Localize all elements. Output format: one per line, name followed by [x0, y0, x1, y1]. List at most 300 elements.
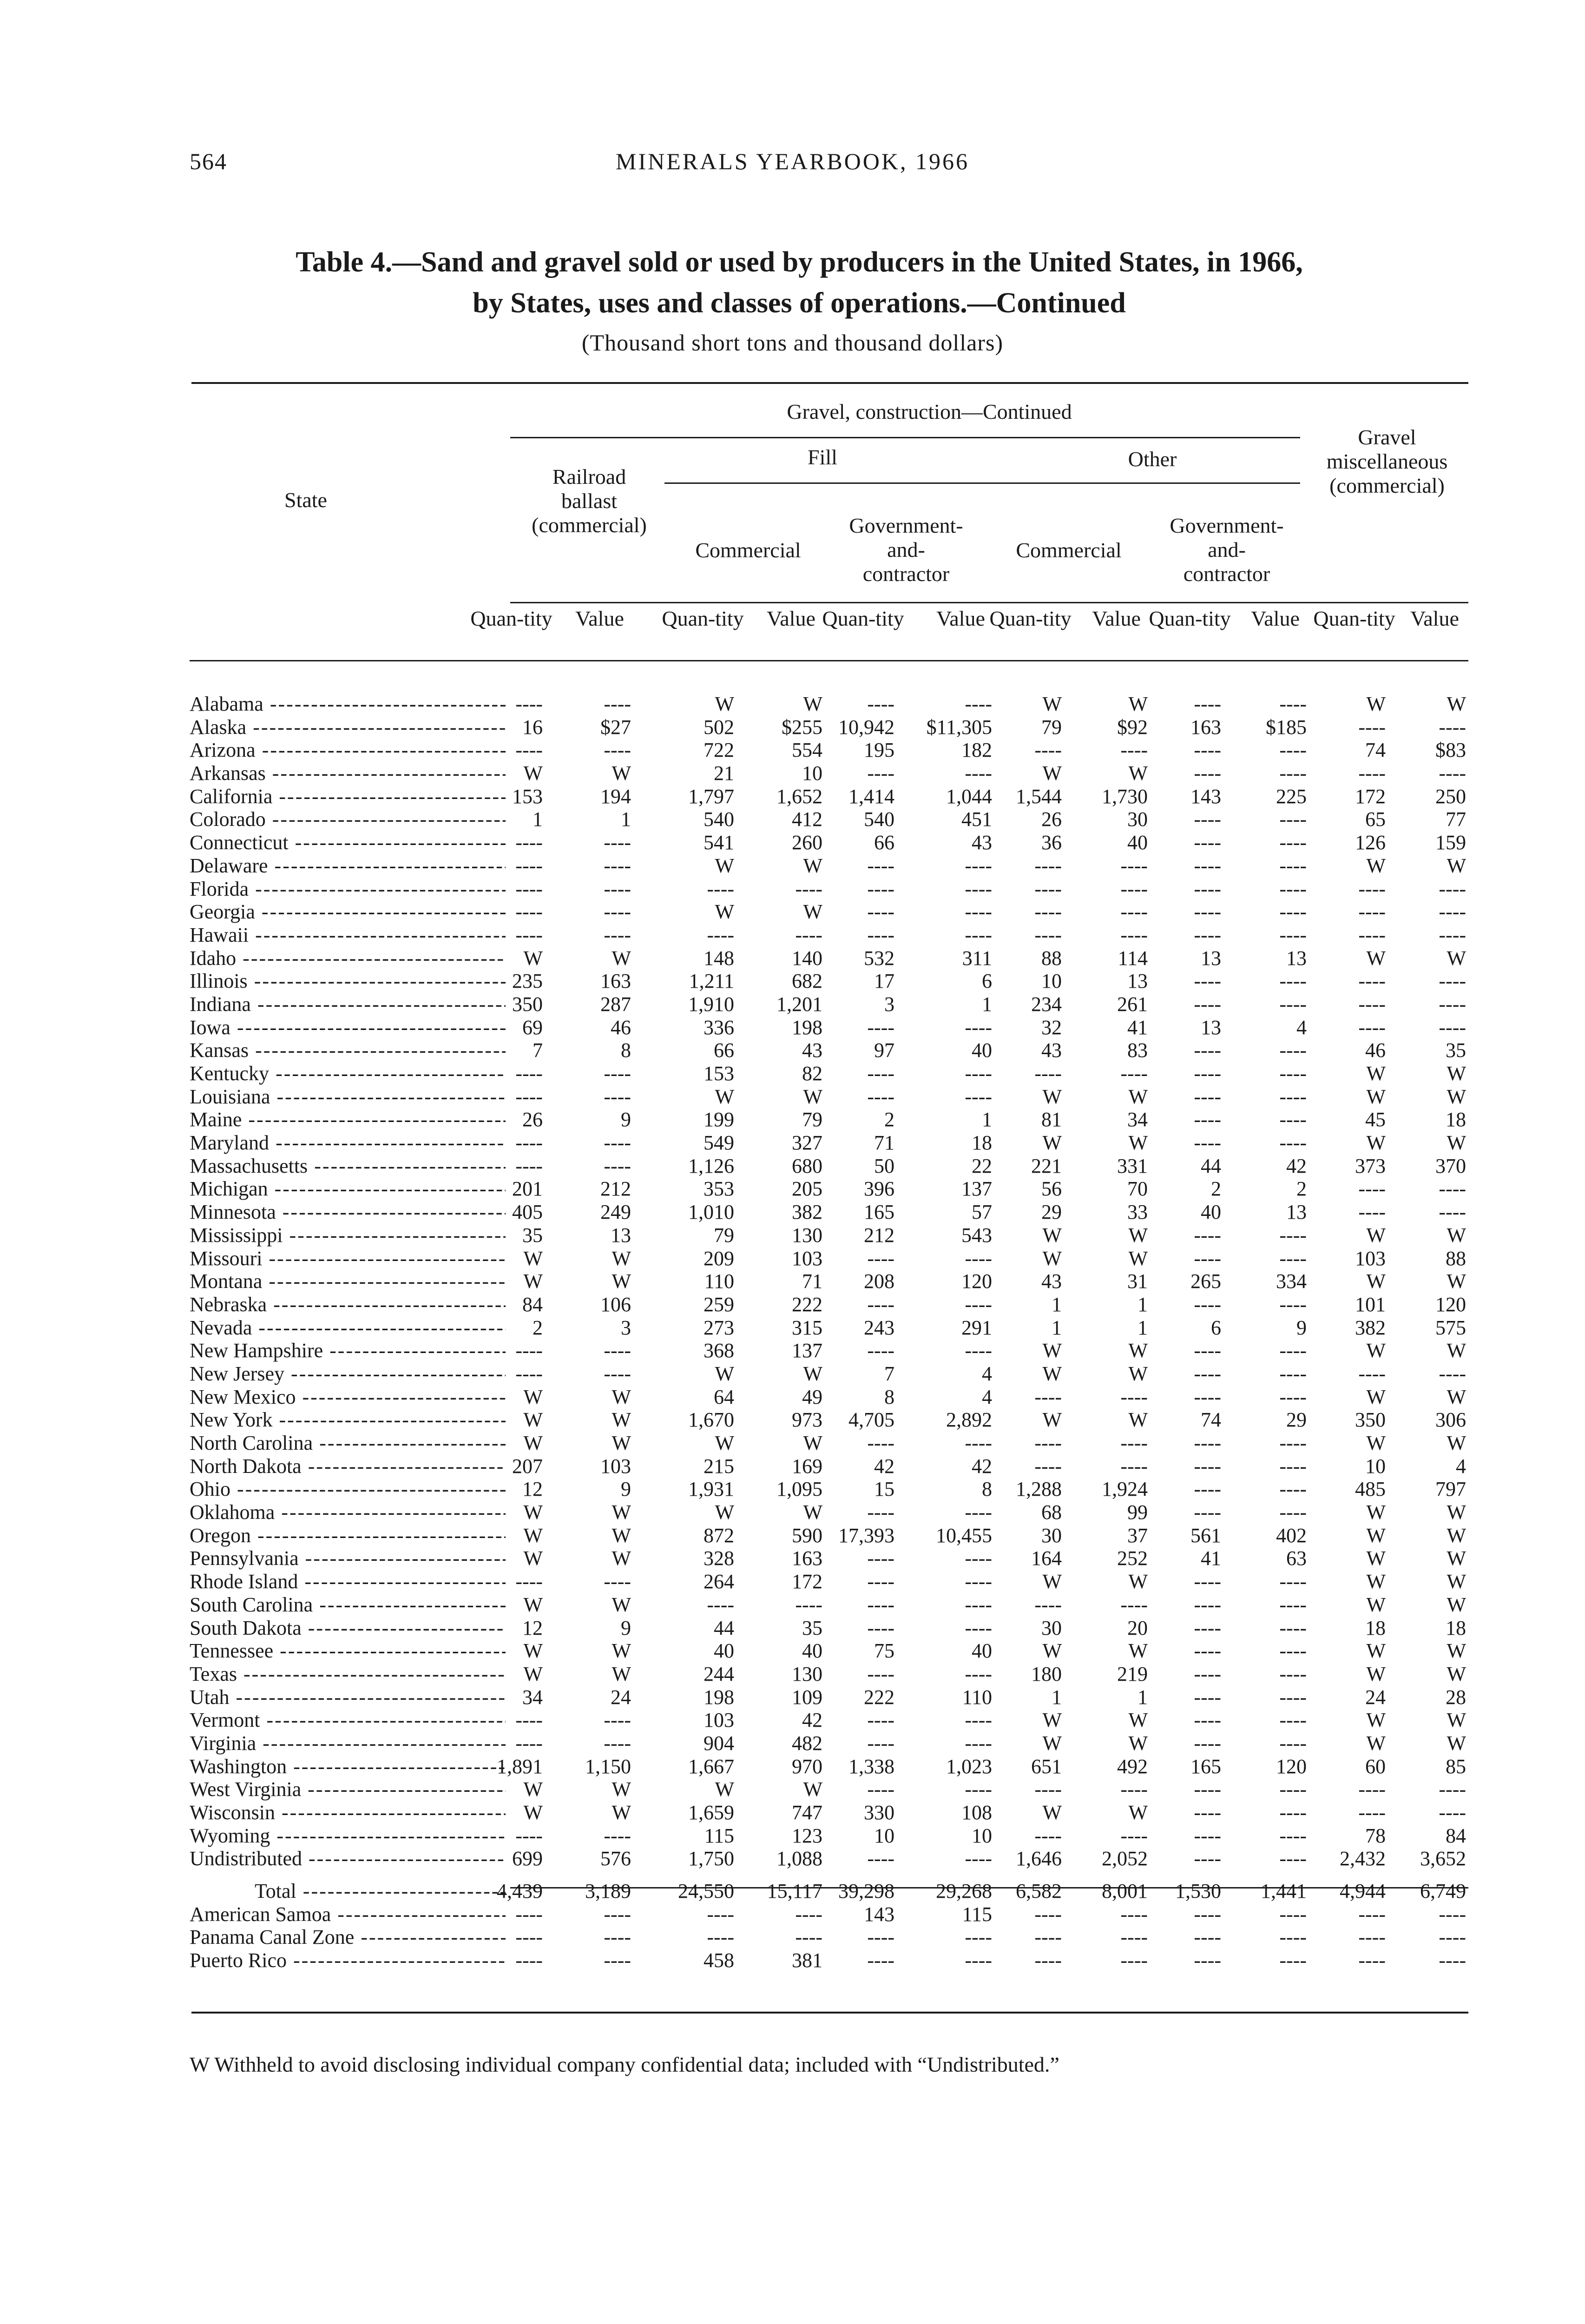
table-cell: 234 [1031, 992, 1062, 1016]
table-cell: ---- [1279, 1339, 1307, 1362]
table-cell: W [715, 1432, 734, 1454]
table-cell: W [1128, 1639, 1148, 1663]
state-name: Iowa ----- [190, 1016, 506, 1039]
state-name: New Hampshire ----- [190, 1339, 506, 1362]
table-cell: ---- [867, 1926, 894, 1949]
table-cell: ---- [1439, 1201, 1466, 1224]
table-cell: W [612, 1408, 631, 1432]
table-cell: W [1447, 946, 1466, 970]
table-cell: W [1366, 1223, 1386, 1247]
table-cell: W [1128, 1131, 1148, 1155]
table-cell: 3,652 [1420, 1847, 1466, 1870]
table-cell: W [1366, 1270, 1386, 1293]
table-cell: W [1042, 1570, 1062, 1593]
state-name: Delaware ----- [190, 854, 506, 878]
gravel-construction-rule [510, 437, 1300, 438]
table-cell: 1 [1138, 1316, 1148, 1339]
table-cell: 243 [864, 1316, 894, 1339]
table-cell: 207 [512, 1454, 543, 1478]
table-cell: 1,288 [1016, 1478, 1062, 1501]
table-cell: ---- [867, 1339, 894, 1362]
table-cell: ---- [965, 1847, 992, 1870]
table-cell: 40 [714, 1639, 734, 1663]
table-cell: 24,550 [678, 1880, 734, 1903]
table-cell: ---- [1279, 1223, 1307, 1247]
table-cell: W [715, 854, 734, 877]
table-cell: ---- [965, 762, 992, 785]
state-name: Kentucky ----- [190, 1062, 506, 1085]
table-cell: ---- [1439, 900, 1466, 924]
table-cell: ---- [1194, 1949, 1221, 1972]
other-commercial-header: Commercial [1016, 538, 1122, 562]
table-cell: 103 [792, 1247, 822, 1270]
table-cell: 209 [704, 1247, 734, 1270]
state-name: Wisconsin ----- [190, 1801, 506, 1824]
table-cell: $11,305 [926, 715, 992, 739]
table-cell: 382 [1355, 1316, 1386, 1339]
table-cell: 549 [704, 1131, 734, 1155]
table-cell: 31 [1127, 1270, 1148, 1293]
table-cell: ---- [795, 923, 822, 946]
table-cell: ---- [707, 1926, 734, 1949]
table-cell: ---- [1034, 1593, 1062, 1616]
table-cell: W [715, 1778, 734, 1801]
table-cell: 306 [1435, 1408, 1466, 1432]
table-cell: ---- [1194, 992, 1221, 1016]
table-cell: ---- [965, 1085, 992, 1108]
table-cell: 382 [792, 1201, 822, 1224]
table-cell: W [1042, 1709, 1062, 1732]
table-cell: 1,646 [1016, 1847, 1062, 1870]
table-cell: W [1128, 1223, 1148, 1247]
table-cell: W [612, 1270, 631, 1293]
table-cell: 1,924 [1102, 1478, 1148, 1501]
table-cell: 381 [792, 1949, 822, 1972]
table-cell: 65 [1365, 808, 1386, 831]
table-cell: $83 [1435, 739, 1466, 762]
table-cell: W [523, 1270, 543, 1293]
table-cell: W [1366, 1062, 1386, 1085]
table-cell: ---- [1194, 831, 1221, 854]
state-name: California ----- [190, 785, 506, 808]
table-cell: 120 [961, 1270, 992, 1293]
table-cell: W [1366, 1131, 1386, 1155]
table-cell: ---- [1120, 1062, 1148, 1085]
table-cell: ---- [795, 877, 822, 900]
state-name: Vermont ----- [190, 1709, 506, 1732]
table-cell: ---- [604, 1824, 631, 1847]
table-cell: 70 [1127, 1177, 1148, 1201]
table-cell: 747 [792, 1801, 822, 1824]
table-cell: 79 [802, 1108, 822, 1131]
table-cell: ---- [707, 1593, 734, 1616]
table-cell: ---- [1194, 1385, 1221, 1408]
table-cell: ---- [867, 1432, 894, 1454]
table-cell: ---- [867, 854, 894, 877]
table-cell: W [1366, 1385, 1386, 1408]
table-cell: ---- [1120, 1824, 1148, 1847]
table-cell: 130 [792, 1223, 822, 1247]
table-cell: 1 [621, 808, 631, 831]
railroad-ballast-header: Railroad ballast (commercial) [532, 465, 647, 537]
table-cell: 396 [864, 1177, 894, 1201]
table-top-rule [191, 382, 1468, 384]
table-cell: ---- [1034, 1432, 1062, 1454]
table-cell: ---- [965, 1247, 992, 1270]
table-cell: 115 [704, 1824, 734, 1847]
table-cell: ---- [795, 1593, 822, 1616]
table-cell: W [1042, 693, 1062, 715]
table-cell: 110 [704, 1270, 734, 1293]
table-cell: W [1128, 693, 1148, 715]
table-cell: 1,910 [688, 992, 734, 1016]
table-cell: W [715, 1085, 734, 1108]
table-cell: 182 [961, 739, 992, 762]
table-cell: ---- [1194, 1593, 1221, 1616]
table-cell: ---- [1439, 1902, 1466, 1926]
table-cell: 22 [972, 1154, 992, 1177]
table-cell: W [1447, 1131, 1466, 1155]
table-cell: 1,126 [688, 1154, 734, 1177]
table-cell: W [1366, 1639, 1386, 1663]
table-cell: 84 [1446, 1824, 1466, 1847]
table-cell: W [1128, 1339, 1148, 1362]
table-cell: ---- [1279, 970, 1307, 993]
table-cell: ---- [1279, 1847, 1307, 1870]
table-cell: 36 [1041, 831, 1062, 854]
table-cell: 680 [792, 1154, 822, 1177]
table-cell: 682 [792, 970, 822, 993]
table-cell: ---- [1194, 1926, 1221, 1949]
table-cell: ---- [965, 1709, 992, 1732]
table-cell: ---- [1194, 970, 1221, 993]
table-cell: ---- [1034, 1454, 1062, 1478]
table-cell: ---- [965, 693, 992, 715]
quantity-value-rule [510, 602, 1468, 603]
table-cell: 273 [704, 1316, 734, 1339]
table-cell: 1,530 [1175, 1880, 1221, 1903]
table-cell: ---- [1279, 762, 1307, 785]
table-cell: 109 [792, 1685, 822, 1709]
table-cell: ---- [1194, 1616, 1221, 1639]
table-cell: 26 [522, 1108, 543, 1131]
table-cell: 1,797 [688, 785, 734, 808]
table-cell: 13 [611, 1223, 631, 1247]
header-bottom-rule [190, 660, 1468, 661]
table-subtitle: (Thousand short tons and thousand dollars) [581, 330, 1004, 356]
table-cell: ---- [1194, 1639, 1221, 1663]
table-cell: ---- [1120, 1902, 1148, 1926]
table-cell: ---- [1279, 693, 1307, 715]
table-cell: 3,189 [585, 1880, 631, 1903]
table-cell: ---- [1194, 1478, 1221, 1501]
state-name: North Carolina ----- [190, 1432, 506, 1455]
table-cell: 10 [1041, 970, 1062, 993]
table-cell: ---- [1194, 900, 1221, 924]
table-cell: 543 [961, 1223, 992, 1247]
table-cell: 3 [884, 992, 894, 1016]
table-cell: W [803, 1501, 822, 1524]
table-cell: 13 [1201, 1016, 1221, 1039]
state-name: Total ----- [190, 1880, 506, 1903]
numeric-column [1128, 693, 1221, 1972]
table-cell: ---- [1439, 1778, 1466, 1801]
table-cell: ---- [604, 1949, 631, 1972]
table-cell: 68 [1041, 1501, 1062, 1524]
table-cell: ---- [867, 762, 894, 785]
table-cell: 79 [1041, 715, 1062, 739]
table-cell: 165 [1190, 1755, 1221, 1778]
table-cell: ---- [604, 1131, 631, 1155]
table-cell: W [1366, 1339, 1386, 1362]
table-cell: 4,439 [497, 1880, 543, 1903]
table-cell: 71 [874, 1131, 894, 1155]
table-cell: ---- [1120, 923, 1148, 946]
table-cell: 10,455 [936, 1524, 992, 1547]
table-cell: 42 [874, 1454, 894, 1478]
table-cell: W [1042, 1223, 1062, 1247]
table-cell: W [1366, 693, 1386, 715]
table-cell: W [1447, 1270, 1466, 1293]
table-cell: 2 [1296, 1177, 1307, 1201]
table-title-line-2: by States, uses and classes of operations.—Continued [473, 287, 1126, 319]
table-cell: ---- [867, 1570, 894, 1593]
table-cell: ---- [1279, 1501, 1307, 1524]
table-cell: ---- [1034, 1385, 1062, 1408]
table-cell: 554 [792, 739, 822, 762]
table-cell: ---- [1279, 1454, 1307, 1478]
table-title-line-1: Table 4.—Sand and gravel sold or used by producers in the United States, in 1966, [296, 246, 1303, 278]
table-cell: 1,730 [1102, 785, 1148, 808]
table-cell: 29,268 [936, 1880, 992, 1903]
table-cell: W [803, 1085, 822, 1108]
table-cell: 42 [802, 1709, 822, 1732]
table-cell: ---- [1194, 1247, 1221, 1270]
table-cell: ---- [867, 1778, 894, 1801]
table-cell: ---- [1279, 1949, 1307, 1972]
table-cell: 130 [792, 1662, 822, 1685]
table-cell: 123 [792, 1824, 822, 1847]
table-cell: W [523, 1801, 543, 1824]
state-name: Alaska ----- [190, 716, 506, 739]
table-cell: ---- [1120, 739, 1148, 762]
table-cell: W [612, 1639, 631, 1663]
table-cell: ---- [795, 1902, 822, 1926]
table-cell: ---- [515, 1824, 543, 1847]
table-cell: W [1447, 1085, 1466, 1108]
table-cell: ---- [1194, 1570, 1221, 1593]
table-cell: 120 [1435, 1293, 1466, 1316]
table-cell: 7 [533, 1039, 543, 1062]
table-cell: 81 [1041, 1108, 1062, 1131]
table-cell: 532 [864, 946, 894, 970]
table-cell: ---- [1034, 1778, 1062, 1801]
table-cell: W [523, 1662, 543, 1685]
state-name: Florida ----- [190, 878, 506, 901]
table-cell: ---- [1279, 1593, 1307, 1616]
state-name: Maryland ----- [190, 1131, 506, 1155]
state-name: Georgia ----- [190, 900, 506, 924]
table-cell: ---- [867, 1085, 894, 1108]
table-cell: ---- [1439, 715, 1466, 739]
table-cell: 43 [972, 831, 992, 854]
table-cell: 370 [1435, 1154, 1466, 1177]
table-cell: W [803, 1362, 822, 1385]
table-cell: ---- [1439, 1177, 1466, 1201]
table-cell: W [523, 1593, 543, 1616]
table-cell: ---- [1120, 1593, 1148, 1616]
table-cell: ---- [1279, 1902, 1307, 1926]
table-cell: W [803, 1778, 822, 1801]
value-subheader: Value [1092, 607, 1141, 630]
state-name: Panama Canal Zone ----- [190, 1926, 506, 1949]
table-cell: ---- [604, 831, 631, 854]
table-cell: ---- [1279, 739, 1307, 762]
table-cell: 561 [1190, 1524, 1221, 1547]
table-cell: 215 [704, 1454, 734, 1478]
table-cell: ---- [1034, 1824, 1062, 1847]
table-cell: ---- [965, 1662, 992, 1685]
table-cell: W [612, 1593, 631, 1616]
quantity-subheader: Quan-tity [1149, 607, 1231, 630]
table-cell: 35 [802, 1616, 822, 1639]
table-cell: 334 [1276, 1270, 1307, 1293]
table-cell: 29 [1041, 1201, 1062, 1224]
table-cell: W [612, 946, 631, 970]
table-cell: W [1366, 1662, 1386, 1685]
table-cell: 79 [714, 1223, 734, 1247]
table-cell: 315 [792, 1316, 822, 1339]
table-cell: ---- [515, 693, 543, 715]
state-name: Oklahoma ----- [190, 1501, 506, 1524]
table-cell: ---- [1279, 1685, 1307, 1709]
table-cell: 260 [792, 831, 822, 854]
table-cell: 42 [972, 1454, 992, 1478]
table-cell: ---- [867, 1847, 894, 1870]
table-cell: W [1366, 1547, 1386, 1570]
table-cell: 970 [792, 1755, 822, 1778]
table-cell: ---- [515, 854, 543, 877]
table-cell: ---- [867, 877, 894, 900]
table-cell: 10,942 [838, 715, 894, 739]
table-cell: ---- [1279, 1293, 1307, 1316]
state-name: Montana ----- [190, 1270, 506, 1293]
table-cell: ---- [1358, 1778, 1386, 1801]
table-cell: ---- [1120, 900, 1148, 924]
table-cell: 1,338 [848, 1755, 894, 1778]
gravel-misc-header: Gravel miscellaneous (commercial) [1326, 425, 1448, 497]
table-cell: $92 [1117, 715, 1148, 739]
state-name: Illinois ----- [190, 970, 506, 993]
table-cell: W [1128, 1247, 1148, 1270]
table-cell: 311 [962, 946, 992, 970]
table-cell: 9 [621, 1616, 631, 1639]
table-cell: 3 [621, 1316, 631, 1339]
quantity-subheader: Quan-tity [662, 607, 744, 630]
table-cell: ---- [1034, 877, 1062, 900]
table-cell: ---- [1279, 1709, 1307, 1732]
table-cell: 88 [1041, 946, 1062, 970]
table-cell: 485 [1355, 1478, 1386, 1501]
table-cell: ---- [515, 1339, 543, 1362]
table-cell: 24 [611, 1685, 631, 1709]
table-cell: W [523, 1408, 543, 1432]
table-cell: ---- [1194, 1778, 1221, 1801]
table-cell: ---- [1194, 808, 1221, 831]
quantity-subheader: Quan-tity [470, 607, 552, 630]
table-cell: 10 [802, 762, 822, 785]
table-cell: 60 [1365, 1755, 1386, 1778]
table-cell: 1,931 [688, 1478, 734, 1501]
value-subheader: Value [936, 607, 985, 630]
table-cell: 4 [982, 1385, 992, 1408]
table-cell: ---- [604, 1062, 631, 1085]
table-cell: 50 [874, 1154, 894, 1177]
table-cell: 41 [1127, 1016, 1148, 1039]
table-cell: ---- [1194, 693, 1221, 715]
table-cell: ---- [1279, 1108, 1307, 1131]
table-cell: 66 [714, 1039, 734, 1062]
table-cell: 1,150 [585, 1755, 631, 1778]
table-cell: ---- [1120, 1385, 1148, 1408]
state-name: Rhode Island ----- [190, 1570, 506, 1593]
table-cell: 2 [884, 1108, 894, 1131]
table-cell: W [715, 1362, 734, 1385]
table-title [223, 242, 1375, 324]
table-cell: W [1366, 1432, 1386, 1454]
table-cell: ---- [1194, 1709, 1221, 1732]
table-cell: ---- [1358, 1926, 1386, 1949]
table-cell: 20 [1127, 1616, 1148, 1639]
table-cell: ---- [1358, 1362, 1386, 1385]
table-cell: 904 [704, 1731, 734, 1755]
table-cell: 33 [1127, 1201, 1148, 1224]
table-cell: ---- [965, 1570, 992, 1593]
table-cell: 163 [1190, 715, 1221, 739]
state-name: Minnesota ----- [190, 1201, 506, 1224]
table-cell: ---- [1120, 1949, 1148, 1972]
table-cell: 153 [704, 1062, 734, 1085]
table-cell: W [1042, 1408, 1062, 1432]
table-cell: ---- [1279, 1824, 1307, 1847]
table-cell: W [1128, 1408, 1148, 1432]
state-name: Tennessee ----- [190, 1639, 506, 1663]
table-cell: 1 [1138, 1685, 1148, 1709]
table-cell: 1 [1138, 1293, 1148, 1316]
table-cell: 17 [874, 970, 894, 993]
table-cell: 103 [704, 1709, 734, 1732]
table-cell: ---- [867, 1062, 894, 1085]
table-cell: ---- [604, 900, 631, 924]
footnote: W Withheld to avoid disclosing individual company confidential data; included with “Undistributed.” [190, 2053, 1059, 2076]
table-cell: 1,441 [1261, 1880, 1307, 1903]
table-cell: W [1447, 1547, 1466, 1570]
table-cell: 327 [792, 1131, 822, 1155]
table-cell: 590 [792, 1524, 822, 1547]
table-cell: ---- [1194, 1824, 1221, 1847]
table-cell: ---- [1194, 1223, 1221, 1247]
table-cell: ---- [1120, 877, 1148, 900]
table-cell: ---- [1279, 1570, 1307, 1593]
table-cell: 7 [884, 1362, 894, 1385]
numeric-column [538, 693, 631, 1972]
table-cell: ---- [1194, 1847, 1221, 1870]
state-name: South Dakota ----- [190, 1617, 506, 1640]
table-cell: 1,044 [946, 785, 992, 808]
table-cell: 169 [792, 1454, 822, 1478]
table-cell: ---- [1194, 762, 1221, 785]
table-cell: 225 [1276, 785, 1307, 808]
